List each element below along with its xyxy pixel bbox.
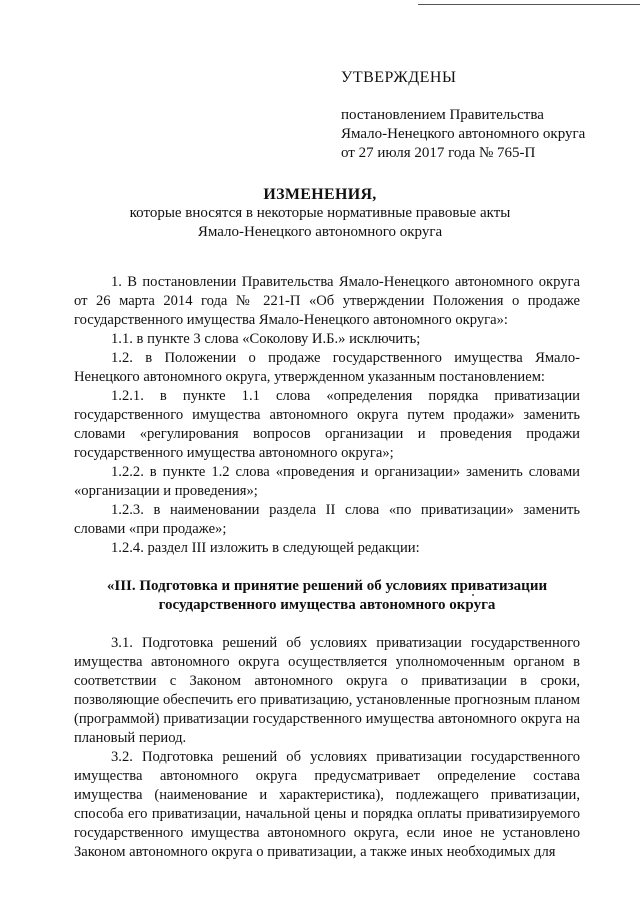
approval-line-3: от 27 июля 2017 года № 765-П [341, 145, 536, 161]
paragraph-3-2: 3.2. Подготовка решений об условиях приватизации государственного имущества автономного округа предусматривает определение состава имущества (наименование и характеристика), подлежащего приватизации, способа его приватизации, начальной цены и порядка оплаты приватизируемого государственного имущества автономного округа, если иное не установлено Законом автономного округа о приватизации, а также иных необходимых для [74, 749, 580, 860]
paragraph-1-2-3: 1.2.3. в наименовании раздела II слова «по приватизации» заменить словами «при продаже»; [74, 502, 580, 537]
section-heading [74, 577, 580, 615]
paragraph-1: 1. В постановлении Правительства Ямало-Ненецкого автономного округа от 26 марта 2014 года № 221-П «Об утверждении Положения о продаже государственного имущества Ямало-Ненецкого автономного округа»: [74, 274, 580, 328]
document-subtitle-line-1: которые вносятся в некоторые нормативные правовые акты [129, 205, 511, 221]
document-title: ИЗМЕНЕНИЯ, [263, 186, 377, 203]
paragraph-1-1: 1.1. в пункте 3 слова «Соколову И.Б.» исключить; [111, 331, 421, 347]
paragraph-1-2: 1.2. в Положении о продаже государственного имущества Ямало-Ненецкого автономного округа, утвержденном указанным постановлением: [74, 350, 580, 385]
approval-block [341, 68, 585, 163]
document-title-block [0, 185, 640, 242]
stray-mark [472, 594, 474, 596]
section-heading-line-2: государственного имущества автономного округа [158, 597, 496, 613]
approval-line-1: постановлением Правительства [341, 107, 544, 123]
document-body [74, 273, 580, 862]
paragraph-3-1: 3.1. Подготовка решений об условиях приватизации государственного имущества автономного округа осуществляется уполномоченным органом в соответствии с Законом автономного округа о приватизации в сроки, позволяющие обеспечить его приватизацию, установленные прогнозным планом (программой) приватизации государственного имущества автономного округа на плановый период. [74, 635, 580, 746]
paragraph-1-2-4: 1.2.4. раздел III изложить в следующей редакции: [111, 540, 420, 556]
approval-line-2: Ямало-Ненецкого автономного округа [341, 126, 586, 142]
section-heading-line-1: «III. Подготовка и принятие решений об условиях приватизации [106, 578, 548, 594]
document-subtitle-line-2: Ямало-Ненецкого автономного округа [197, 224, 443, 240]
paragraph-1-2-1: 1.2.1. в пункте 1.1 слова «определения порядка приватизации государственного имущества автономного округа путем продажи» заменить словами «регулирования вопросов организации и проведения продажи государственного имущества автономного округа»; [74, 388, 580, 461]
approval-heading: УТВЕРЖДЕНЫ [341, 69, 457, 86]
paragraph-1-2-2: 1.2.2. в пункте 1.2 слова «проведения и организации» заменить словами «организации и проведения»; [74, 464, 580, 499]
top-rule [418, 4, 640, 5]
